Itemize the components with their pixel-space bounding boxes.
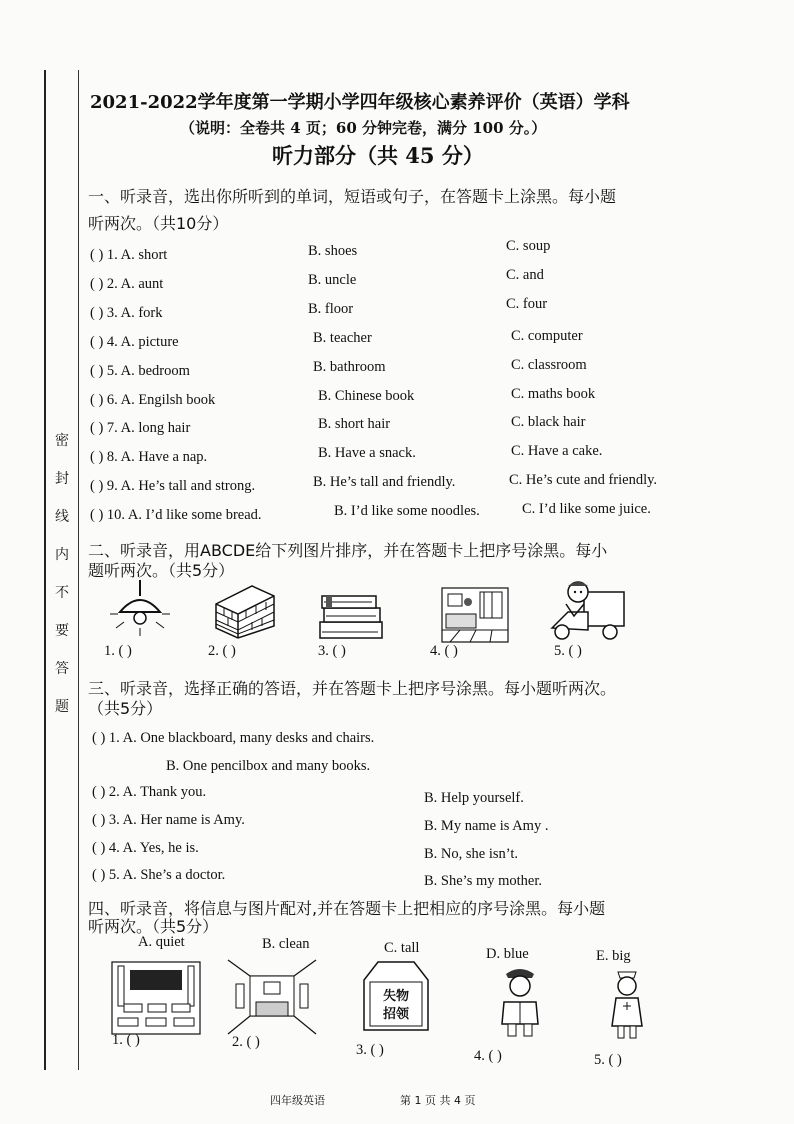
part3-question-1-option-b: B. One pencilbox and many books. [166,758,371,774]
part2-blank-3: 3. ( ) [318,643,346,659]
part1-question-9-option-b: B. He’s tall and friendly. [313,474,456,490]
part3-question-5-option-b: B. She’s my mother. [424,873,543,889]
part3-question-4-option-b: B. No, she isn’t. [424,846,518,862]
binding-line [44,70,46,1070]
exam-note: （说明：全卷共 4 页；60 分钟完卷，满分 100 分。） [180,119,547,137]
part1-question-7-option-a: ( ) 7. A. long hair [90,420,191,436]
part1-question-1-option-a: ( ) 1. A. short [90,247,168,263]
part1-heading-line1: 一、听录音，选出你所听到的单词，短语或句子，在答题卡上涂黑。每小题 [88,187,617,206]
part4-blank-1: 1. ( ) [112,1032,140,1048]
section-title: 听力部分（共 45 分） [272,143,484,168]
part1-question-1-option-c: C. soup [506,238,551,254]
classroom-picture [110,960,202,1036]
part1-question-9-option-a: ( ) 9. A. He’s tall and strong. [90,478,256,494]
delivery-man-picture [548,578,628,642]
part4-blank-5: 5. ( ) [594,1052,622,1068]
part1-question-10-option-c: C. I’d like some juice. [522,501,651,517]
part2-blank-2: 2. ( ) [208,643,236,659]
part3-question-5-option-a: ( ) 5. A. She’s a doctor. [92,867,226,883]
part2-heading-line1: 二、听录音，用ABCDE给下列图片排序，并在答题卡上把序号涂黑。每小 [88,541,608,560]
part1-heading-line2: 听两次。（共10分） [88,214,229,233]
seal-notice: 密封线内不要答题 [55,433,69,715]
footer-page-number: 第 1 页 共 4 页 [400,1094,476,1107]
part4-label-1: A. quiet [138,934,185,950]
sign-text-line2: 招领 [382,1007,410,1022]
part1-question-10-option-b: B. I’d like some noodles. [334,503,480,519]
footer-subject: 四年级英语 [270,1094,325,1107]
part4-blank-3: 3. ( ) [356,1042,384,1058]
messy-room-picture [440,586,510,644]
part4-blank-4: 4. ( ) [474,1048,502,1064]
part1-question-3-option-a: ( ) 3. A. fork [90,305,163,321]
part1-question-9-option-c: C. He’s cute and friendly. [509,472,658,488]
page-title: 2021-2022学年度第一学期小学四年级核心素养评价（英语）学科 [90,92,630,113]
part3-question-4-option-a: ( ) 4. A. Yes, he is. [92,840,199,856]
part4-label-5: E. big [596,948,631,964]
part4-label-3: C. tall [384,940,420,956]
part2-blank-4: 4. ( ) [430,643,458,659]
part1-question-6-option-a: ( ) 6. A. Engilsh book [90,392,216,408]
part4-heading-line2: 听两次。（共5分） [88,917,219,936]
part1-question-7-option-b: B. short hair [318,416,391,432]
part3-question-2-option-b: B. Help yourself. [424,790,524,806]
part1-question-5-option-b: B. bathroom [313,359,386,375]
part1-question-4-option-a: ( ) 4. A. picture [90,334,179,350]
part1-question-2-option-c: C. and [506,267,544,283]
part1-question-6-option-c: C. maths book [511,386,596,402]
part1-question-4-option-b: B. teacher [313,330,372,346]
part1-question-6-option-b: B. Chinese book [318,388,415,404]
lost-and-found-picture [358,958,434,1036]
books-picture [318,590,384,642]
part3-question-1-option-a: ( ) 1. A. One blackboard, many desks and chairs. [92,730,375,746]
part1-question-4-option-c: C. computer [511,328,583,344]
part3-heading-line1: 三、听录音，选择正确的答语，并在答题卡上把序号涂黑。每小题听两次。 [88,679,617,698]
part2-blank-5: 5. ( ) [554,643,582,659]
part1-question-8-option-a: ( ) 8. A. Have a nap. [90,449,208,465]
part2-blank-1: 1. ( ) [104,643,132,659]
policeman-picture [496,962,544,1038]
part1-question-1-option-b: B. shoes [308,243,358,259]
lamp-picture [110,580,170,636]
part3-question-3-option-a: ( ) 3. A. Her name is Amy. [92,812,245,828]
part1-question-5-option-a: ( ) 5. A. bedroom [90,363,190,379]
part1-question-3-option-c: C. four [506,296,548,312]
bedroom-picture [226,958,318,1036]
part4-label-4: D. blue [486,946,529,962]
part1-question-2-option-a: ( ) 2. A. aunt [90,276,164,292]
part1-question-10-option-a: ( ) 10. A. I’d like some bread. [90,507,262,523]
part4-heading-line1: 四、听录音，将信息与图片配对,并在答题卡上把相应的序号涂黑。每小题 [88,899,606,918]
part4-blank-2: 2. ( ) [232,1034,260,1050]
part1-question-8-option-b: B. Have a snack. [318,445,416,461]
part3-heading-line2: （共5分） [88,699,163,718]
nurse-picture [606,964,648,1040]
part3-question-2-option-a: ( ) 2. A. Thank you. [92,784,207,800]
part1-question-3-option-b: B. floor [308,301,354,317]
part1-question-5-option-c: C. classroom [511,357,587,373]
part4-label-2: B. clean [262,936,310,952]
part3-question-3-option-b: B. My name is Amy . [424,818,549,834]
part2-heading-line2: 题听两次。（共5分） [88,561,235,580]
sign-text-line1: 失物 [382,989,410,1004]
wall-picture [212,582,278,640]
binding-line-inner [78,70,79,1070]
part1-question-8-option-c: C. Have a cake. [511,443,603,459]
part1-question-2-option-b: B. uncle [308,272,357,288]
part1-question-7-option-c: C. black hair [511,414,586,430]
